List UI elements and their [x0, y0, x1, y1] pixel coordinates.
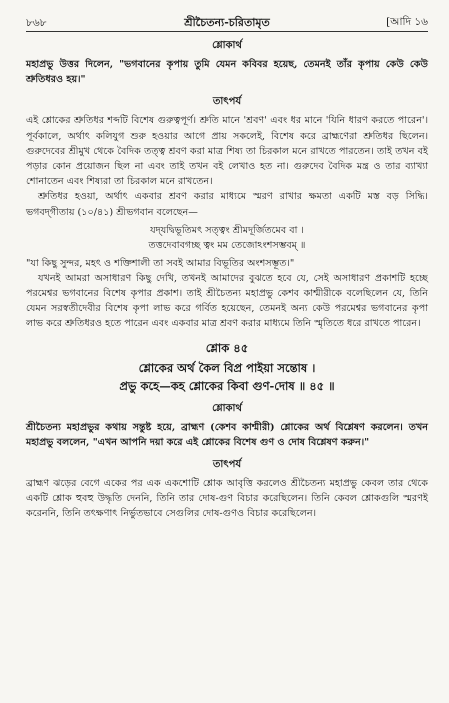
translation-heading: শ্লোকার্থ	[212, 40, 242, 51]
translation-heading-2: শ্লোকার্থ	[212, 402, 242, 414]
verse-number: শ্লোক ৪৫	[205, 340, 249, 355]
page	[26, 14, 428, 522]
purport-heading: তাৎপর্য	[212, 96, 242, 108]
translation-text: মহাপ্রভু উত্তর দিলেন, "ভগবানের কৃপায় তুমি যেমন কবিবর হয়েছ, তেমনই তাঁর কৃপায় কেউ কেউ শ্রুতিধরও হয়।"	[26, 59, 428, 86]
chapter-reference: [আদি ১৬	[386, 16, 428, 28]
gita-verse-line-1: যদ্‌যদ্বিভূতিমৎ সত্ত্বং শ্রীমদূর্জিতমেব বা ।	[150, 224, 304, 236]
translation-text-2: শ্রীচৈতন্য মহাপ্রভুর কথায় সন্তুষ্ট হয়ে, ব্রাহ্মণ (কেশব কাশ্মীরী) শ্লোকের অর্থ বিশ্লেষণ করলেন। তখন মহাপ্রভু বললেন, "এখন আপনি দয়া করে এই শ্লোকের বিশেষ গুণ ও দোষ বিশ্লেষণ করুন।"	[26, 421, 428, 448]
verse-line-1: শ্লোকের অর্থ কৈল বিপ্র পাইয়া সন্তোষ ।	[138, 360, 316, 375]
purport-heading-2: তাৎপর্য	[212, 459, 242, 471]
purport-text-2: ব্রাহ্মণ ঝড়ের বেগে একের পর এক একশোটি শ্লোক আবৃত্তি করলেও শ্রীচৈতন্য মহাপ্রভু কেবল তার থেকে একটি শ্লোক হুবহু উদ্ধৃতি দেননি, তিনি তার দোষ-গুণ বিচার করেছিলেন। তিনি কেবল শ্লোকগুলি স্মরণই করেননি, তিনি তৎক্ষণাৎ নির্ভুতভাবে সেগুলির দোষ-গুণও বিচার করেছিলেন।	[26, 478, 428, 520]
purport-paragraph-3: যখনই আমরা অসাধারণ কিছু দেখি, তখনই আমাদের বুঝতে হবে যে, সেই অসাধারণ প্রকাশটি হচ্ছে পরমেশ্বর ভগবানের বিশেষ কৃপার প্রকাশ। তাই শ্রীচৈতন্য মহাপ্রভু কেশব কাশ্মীরীকে বলেছিলেন যে, তিনি যেমন সরস্বতীদেবীর বিশেষ কৃপা লাভ করে গর্বিত হয়েছেন, তেমনই অন্য কেউ পরমেশ্বর ভগবানের কৃপা লাভ করে শ্রুতিধরও হতে পারেন এবং একবার মাত্র শ্রবণ করার মাধ্যমে তিনি স্মৃতিতে ধরে রাখতে পারেন।	[26, 272, 428, 330]
gita-verse-translation: "যা কিছু সুন্দর, মহৎ ও শক্তিশালী তা সবই আমার বিভূতির অংশসম্ভূত।"	[26, 257, 295, 269]
purport-paragraph-2: শ্রুতিধর হওয়া, অর্থাৎ একবার শ্রবণ করার মাধ্যমে স্মরণ রাখার ক্ষমতা একটি মস্ত বড় সিদ্ধি। ভগবদ্‌গীতায় (১০/৪১) শ্রীভগবান বলেছেন—	[26, 191, 428, 218]
page-header	[26, 14, 428, 32]
page-number: ৮৬৮	[26, 17, 47, 29]
verse-line-2: প্রভু কহে—কহ শ্লোকের কিবা গুণ-দোষ ॥ ৪৫ ॥	[119, 378, 335, 393]
header-rule	[26, 31, 428, 32]
purport-paragraph-1: এই শ্লোকের শ্রুতিধর শব্দটি বিশেষ গুরুত্বপূর্ণ। শ্রুতি মানে 'শ্রবণ' এবং ধর মানে 'যিনি ধারণ করতে পারেন'। পূর্বকালে, অর্থাৎ কলিযুগ শুরু হওয়ার আগে প্রায় সকলেই, বিশেষ করে ব্রাহ্মণেরা শ্রুতিধর ছিলেন। গুরুদেবের শ্রীমুখ থেকে বৈদিক তত্ত্ব শ্রবণ করা মাত্র শিষ্য তা চিরকাল মনে রাখতে পারতেন। তাই তখন বই পড়ার কোন প্রয়োজন ছিল না এবং তাই তখন বই লেখাও হত না। গুরুদেব বৈদিক মন্ত্র ও তার ব্যাখ্যা শোনাতেন এবং শিষ্যরা তা চিরকাল মনে রাখতেন।	[26, 115, 428, 188]
book-title: শ্রীচৈতন্য-চরিতামৃত	[184, 16, 270, 29]
gita-verse-line-2: তত্তদেবাবগচ্ছ ত্বং মম তেজোঽংশসম্ভবম্‌ ॥	[148, 239, 306, 251]
